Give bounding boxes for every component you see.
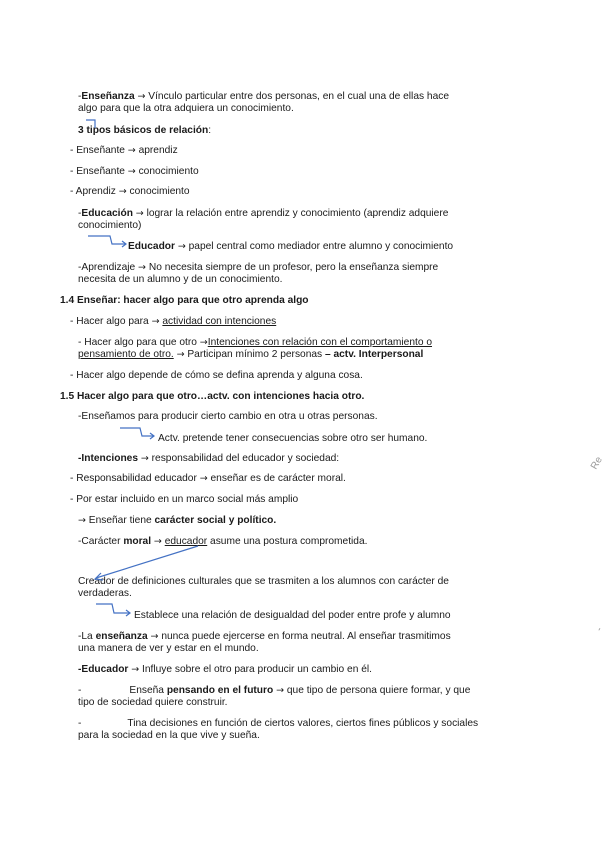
text-line: -Carácter moral → educador asume una postura comprometida. [78, 536, 368, 547]
margin-annotation: Re [589, 454, 605, 472]
connector-arrow [96, 546, 198, 578]
connector-mark [86, 120, 95, 128]
list-item: - Hacer algo para → actividad con intenciones [70, 316, 277, 327]
text-line: Establece una relación de desigualdad del poder entre profe y alumno [134, 610, 451, 621]
list-item: - Responsabilidad educador → enseñar es de carácter moral. [70, 473, 346, 484]
text-line: Educador → papel central como mediador entre alumno y conocimiento [128, 241, 454, 252]
margin-annotation: - [594, 625, 606, 634]
text-line: - Hacer algo para que otro →Intenciones con relación con el comportamiento o [78, 337, 433, 348]
text-line: -La enseñanza → nunca puede ejercerse en forma neutral. Al enseñar trasmitimos [78, 631, 451, 642]
text-line: pensamiento de otro. → Participan mínimo 2 personas – actv. Interpersonal [78, 349, 424, 360]
list-item: - Enseñante → aprendiz [70, 145, 178, 156]
text-line: → Enseñar tiene carácter social y político. [78, 515, 277, 526]
text-line: -Enseñamos para producir cierto cambio en otra u otras personas. [78, 411, 378, 422]
text-line: Actv. pretende tener consecuencias sobre otro ser humano. [158, 433, 428, 444]
connector-arrow [88, 236, 126, 244]
text-line: -Aprendizaje → No necesita siempre de un profesor, pero la enseñanza siempre [78, 262, 439, 273]
section-subheading: 3 tipos básicos de relación: [78, 125, 212, 136]
connector-arrow [96, 604, 130, 613]
list-item: - Aprendiz → conocimiento [70, 186, 190, 197]
list-item: - Por estar incluido en un marco social más amplio [70, 494, 299, 505]
text-line: Creador de definiciones culturales que se trasmiten a los alumnos con carácter de [78, 576, 449, 587]
section-heading: 1.4 Enseñar: hacer algo para que otro aprenda algo [60, 295, 309, 306]
text-line: necesita de un alumno y de un conocimiento. [78, 274, 283, 285]
text-line: una manera de ver y estar en el mundo. [78, 643, 259, 654]
text-line: -Educación → lograr la relación entre aprendiz y conocimiento (aprendiz adquiere [78, 208, 449, 219]
text-line: algo para que la otra adquiera un conocimiento. [78, 103, 294, 114]
list-item: - Enseña pensando en el futuro → que tipo de persona quiere formar, y que [78, 685, 471, 696]
text-line: verdaderas. [78, 588, 132, 599]
text-line: -Intenciones → responsabilidad del educador y sociedad: [78, 453, 340, 464]
text-line: para la sociedad en la que vive y sueña. [78, 730, 260, 741]
list-item: - Tina decisiones en función de ciertos valores, ciertos fines públicos y sociales [78, 718, 479, 729]
list-item: - Hacer algo depende de cómo se defina aprenda y alguna cosa. [70, 370, 363, 381]
text-line: -Educador → Influye sobre el otro para producir un cambio en él. [78, 664, 372, 675]
connector-arrow [120, 428, 154, 436]
text-line: tipo de sociedad quiere construir. [78, 697, 228, 708]
text-line: -Enseñanza → Vínculo particular entre dos personas, en el cual una de ellas hace [78, 91, 450, 102]
text-line: conocimiento) [78, 220, 142, 231]
section-heading: 1.5 Hacer algo para que otro…actv. con intenciones hacia otro. [60, 391, 365, 402]
list-item: - Enseñante → conocimiento [70, 166, 199, 177]
